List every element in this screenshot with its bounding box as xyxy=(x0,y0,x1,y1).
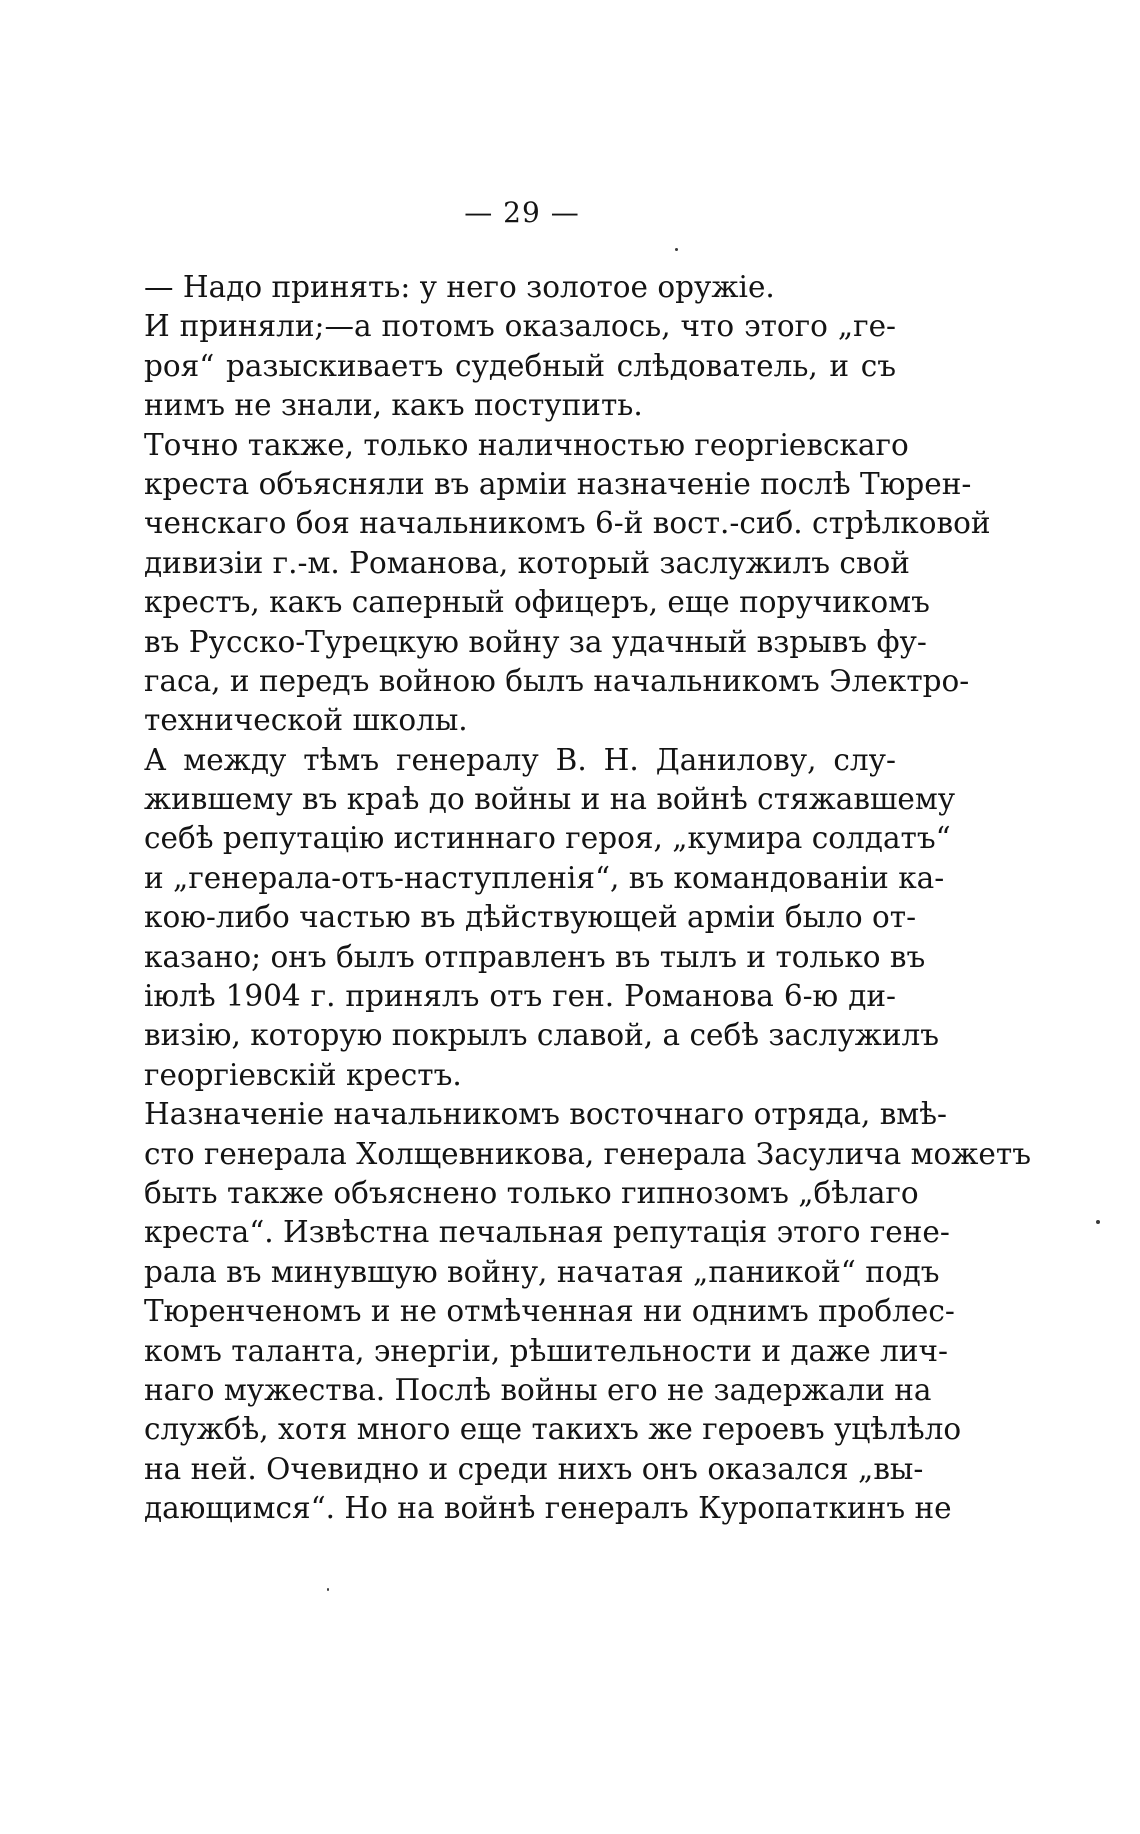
paper-speck xyxy=(675,248,678,251)
text-line: Точно также, только наличностью георгіевскаго xyxy=(144,427,909,462)
text-line: креста“. Извѣстна печальная репутація этого гене- xyxy=(144,1215,950,1250)
page-number: — 29 — xyxy=(464,196,580,229)
body-text xyxy=(144,268,1031,1529)
text-line: въ Русско-Турецкую войну за удачный взрывъ фу- xyxy=(144,624,927,659)
text-line: кою-либо частью въ дѣйствующей арміи было от- xyxy=(144,900,917,935)
text-line: креста объясняли въ арміи назначеніе послѣ Тюрен- xyxy=(144,466,972,501)
text-line: визію, которую покрылъ славой, а себѣ заслужилъ xyxy=(144,1018,940,1053)
paper-speck xyxy=(1096,1220,1100,1224)
text-line: А между тѣмъ генералу В. Н. Данилову, слу- xyxy=(144,742,896,777)
text-line: гаса, и передъ войною былъ начальникомъ Электро- xyxy=(144,663,970,698)
text-line: И приняли;—а потомъ оказалось, что этого „ге- xyxy=(144,309,896,344)
text-line: — Надо принять: у него золотое оружіе. xyxy=(144,270,775,304)
text-line: роя“ разыскиваетъ судебный слѣдователь, и съ xyxy=(144,348,896,383)
text-line: технической школы. xyxy=(144,703,468,738)
text-line: службѣ, хотя много еще такихъ же героевъ уцѣлѣло xyxy=(144,1412,962,1447)
text-line: казано; онъ былъ отправленъ въ тылъ и только въ xyxy=(144,939,926,974)
text-line: сто генерала Холщевникова, генерала Засулича можетъ xyxy=(144,1136,1031,1171)
text-line: дивизіи г.-м. Романова, который заслужилъ свой xyxy=(144,545,910,580)
text-line: ченскаго боя начальникомъ 6-й вост.-сиб. стрѣлковой xyxy=(144,506,991,541)
text-line: наго мужества. Послѣ войны его не задержали на xyxy=(144,1372,932,1407)
text-line: крестъ, какъ саперный офицеръ, еще поручикомъ xyxy=(144,585,930,620)
text-line: жившему въ краѣ до войны и на войнѣ стяжавшему xyxy=(144,782,956,817)
text-line: рала въ минувшую войну, начатая „паникой“ подъ xyxy=(144,1254,940,1289)
text-line: комъ таланта, энергіи, рѣшительности и даже лич- xyxy=(144,1333,948,1368)
text-line: себѣ репутацію истиннаго героя, „кумира солдатъ“ xyxy=(144,821,951,856)
text-line: на ней. Очевидно и среди нихъ онъ оказался „вы- xyxy=(144,1451,924,1486)
text-line: дающимся“. Но на войнѣ генералъ Куропаткинъ не xyxy=(144,1491,952,1526)
text-line: и „генерала-отъ-наступленія“, въ командованіи ка- xyxy=(144,860,945,895)
text-line: іюлѣ 1904 г. принялъ отъ ген. Романова 6-ю ди- xyxy=(144,979,896,1014)
text-line: нимъ не знали, какъ поступить. xyxy=(144,388,643,423)
text-line: Тюренченомъ и не отмѣченная ни однимъ проблес- xyxy=(144,1294,955,1329)
text-line: георгіевскій крестъ. xyxy=(144,1057,462,1092)
paper-speck xyxy=(327,1588,329,1591)
text-line: быть также объяснено только гипнозомъ „бѣлаго xyxy=(144,1175,919,1210)
text-line: Назначеніе начальникомъ восточнаго отряда, вмѣ- xyxy=(144,1097,948,1132)
